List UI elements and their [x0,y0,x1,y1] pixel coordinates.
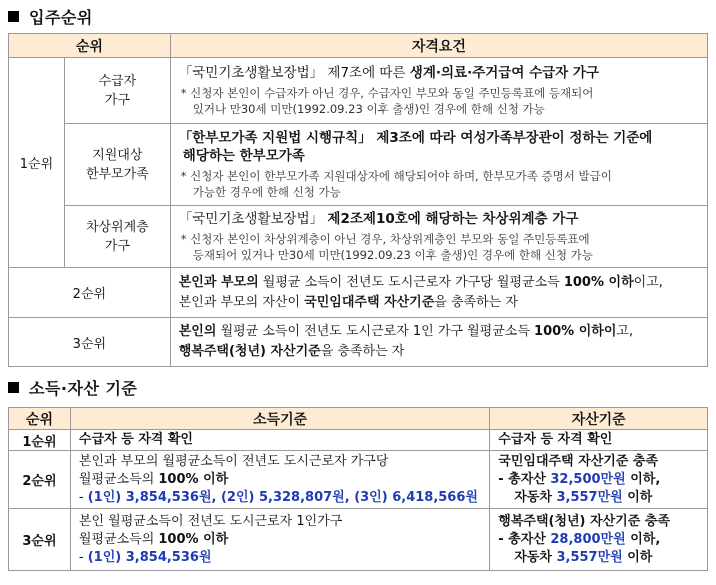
rank-2-label: 2순위 [9,268,171,318]
table-row [9,124,708,206]
requirement-near-poor: 「국민기초생활보장법」 제2조제10호에 해당하는 차상위계층 가구 * 신청자 본인이 차상위계층이 아닌 경우, 차상위계층인 부모와 동일 주민등록표에 등재되어 있거나 만30세 미만(1992.09.23 이후 출생)인 경우에 한해 신청 가능 [170,206,707,268]
requirement-recipient: 「국민기초생활보장법」 제7조에 따른 생계·의료·주거급여 수급자 가구 * 신청자 본인이 수급자가 아닌 경우, 수급자인 부모와 동일 주민등록표에 등재되어 있거나 만30세 미만(1992.09.23 이후 출생)인 경우에 한해 신청 가능 [170,58,707,124]
category-single-parent: 지원대상 한부모가족 [64,124,170,206]
square-bullet-icon [8,382,19,393]
rank-cell: 1순위 [9,430,71,451]
header-rank: 순위 [9,408,71,430]
rank-3-label: 3순위 [9,318,171,367]
rank-1-label: 1순위 [9,58,65,268]
table-row [9,509,708,571]
header-rank: 순위 [9,34,171,58]
requirement-single-parent: 「한부모가족 지원법 시행규칙」 제3조에 따라 여성가족부장관이 정하는 기준에 해당하는 한부모가족 * 신청자 본인이 한부모가족 지원대상자에 해당되어야 하며, 한부모가족 증명서 발급이 가능한 경우에 한해 신청 가능 [170,124,707,206]
rank-cell: 3순위 [9,509,71,571]
rank-cell: 2순위 [9,451,71,509]
category-near-poor: 차상위계층 가구 [64,206,170,268]
table-header-row [9,408,708,430]
section-title-priority: 입주순위 [8,5,93,28]
square-bullet-icon [8,11,19,22]
section-title-income-asset: 소득·자산 기준 [8,376,137,399]
category-recipient: 수급자 가구 [64,58,170,124]
income-cell: 본인과 부모의 월평균소득이 전년도 도시근로자 가구당 월평균소득의 100% 이하 - (1인) 3,854,536원, (2인) 5,328,807원, (3인) 6,418,566원 [70,451,489,509]
table-row [9,318,708,367]
table-row [9,206,708,268]
asset-cell: 국민임대주택 자산기준 충족 - 총자산 32,500만원 이하, 자동차 3,557만원 이하 [490,451,708,509]
table-row [9,430,708,451]
header-requirements: 자격요건 [170,34,707,58]
asset-cell: 수급자 등 자격 확인 [490,430,708,451]
table-row [9,58,708,124]
table-header-row [9,34,708,58]
table-row [9,268,708,318]
priority-table [8,33,708,367]
header-asset: 자산기준 [490,408,708,430]
requirement-rank-3: 본인의 월평균 소득이 전년도 도시근로자 1인 가구 월평균소득 100% 이하이고, 행복주택(청년) 자산기준을 충족하는 자 [170,318,707,367]
header-income: 소득기준 [70,408,489,430]
income-asset-table [8,407,708,571]
asset-cell: 행복주택(청년) 자산기준 충족 - 총자산 28,800만원 이하, 자동차 3,557만원 이하 [490,509,708,571]
income-cell: 수급자 등 자격 확인 [70,430,489,451]
table-row [9,451,708,509]
requirement-rank-2: 본인과 부모의 월평균 소득이 전년도 도시근로자 가구당 월평균소득 100% 이하이고, 본인과 부모의 자산이 국민임대주택 자산기준을 충족하는 자 [170,268,707,318]
income-cell: 본인 월평균소득이 전년도 도시근로자 1인가구 월평균소득의 100% 이하 - (1인) 3,854,536원 [70,509,489,571]
